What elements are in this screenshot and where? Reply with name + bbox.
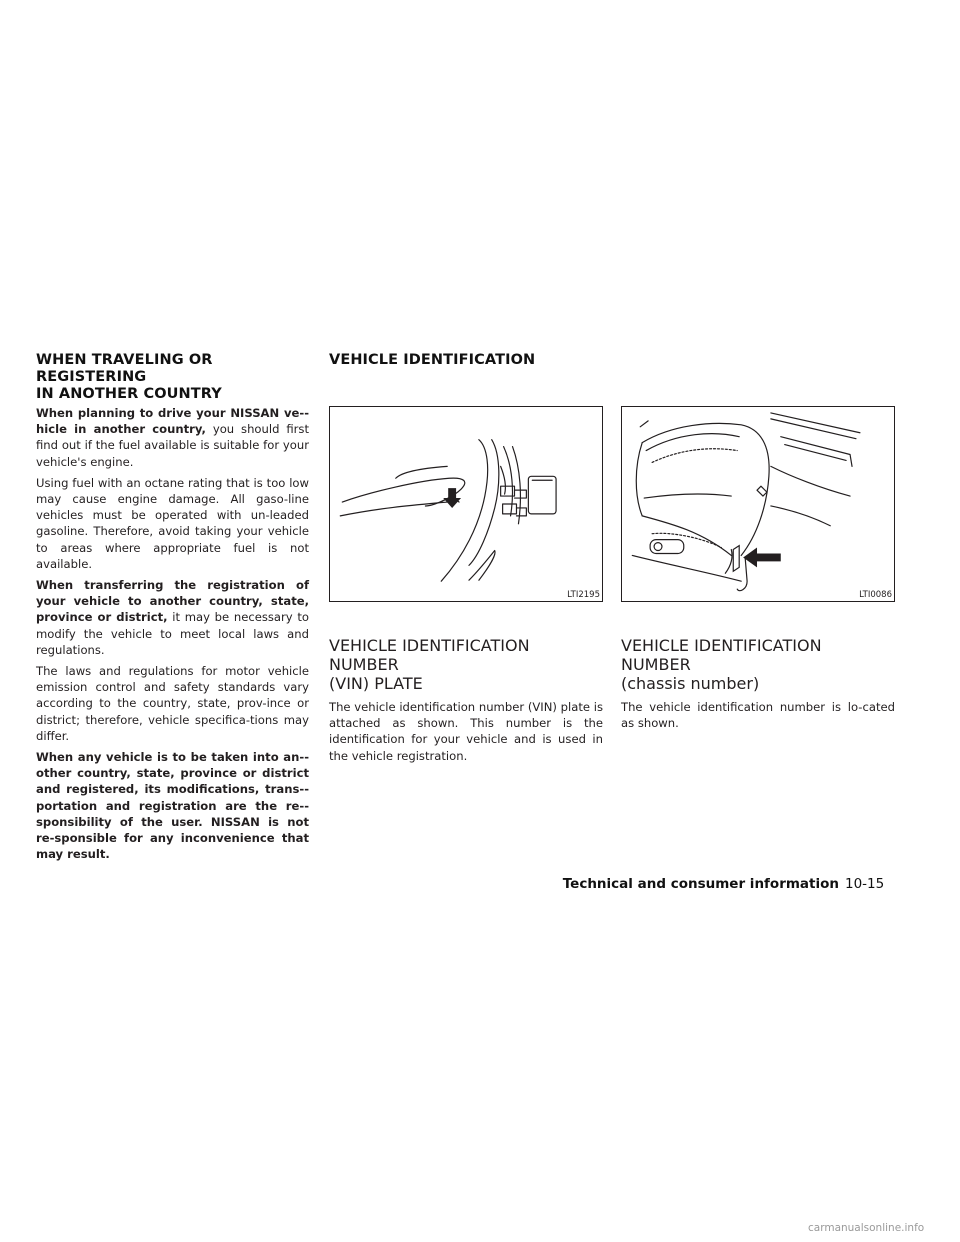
figure-code-chassis-number: LTI0086 [859,590,892,600]
paragraph-4 [36,663,309,744]
vin-plate-body: The vehicle identification number (VIN) plate is attached as shown. This number is the identification for your vehicle and is used in the vehicle registration. [329,700,603,763]
arrow-left-icon [622,407,894,601]
chassis-body: The vehicle identification number is lo-cated as shown. [621,700,895,731]
paragraph-3-bold: When transferring the registration of your vehicle to another country, state, province or district, [36,578,309,625]
figure-code-vin-plate: LTI2195 [567,590,600,600]
paragraph-1-text: you should first find out if the fuel available is suitable for your vehicle's engine. [36,422,309,469]
section-heading-line-1: WHEN TRAVELING OR REGISTERING [36,352,213,385]
paragraph-2 [36,475,309,572]
page-number: 10-15 [845,876,885,892]
paragraph-1 [36,405,309,470]
chassis-title [621,636,895,693]
footer-section-title: Technical and consumer information [562,876,839,892]
watermark: carmanualsonline.info [808,1222,925,1234]
section-heading-traveling [36,352,326,403]
paragraph-5-bold: When any vehicle is to be taken into an-other country, state, province or district and registered, its modifications, trans-portation and registration are the re-sponsibility of the user. NISSAN is not re-sponsible for any inconvenience that may result. [36,750,309,862]
vin-plate-title [329,636,603,693]
subsection-chassis-number [621,636,895,731]
paragraph-1-bold: When planning to drive your NISSAN ve-hicle in another country, [36,406,309,437]
paragraph-3-text: it may be necessary to modify the vehicle to meet local laws and regulations. [36,610,310,657]
paragraph-5 [36,749,309,862]
figure-chassis-number [621,406,895,602]
section-heading-line-2: IN ANOTHER COUNTRY [36,386,222,402]
paragraph-4-text: The laws and regulations for motor vehicle emission control and safety standards vary according to the country, state, prov-ince or district; therefore, vehicle specifica-tions may differ. [36,664,309,743]
section-heading-vehicle-identification: VEHICLE IDENTIFICATION [329,352,536,368]
vin-plate-title-line-1: VEHICLE IDENTIFICATION NUMBER [329,636,530,674]
chassis-title-line-1: VEHICLE IDENTIFICATION NUMBER [621,636,822,674]
chassis-title-line-2: (chassis number) [621,674,760,693]
paragraph-2-text: Using fuel with an octane rating that is too low may cause engine damage. All gaso-line vehicles must be operated with un-leaded gasoline. Therefore, avoid taking your vehicle to areas where appropriate fuel is not available. [36,475,309,571]
paragraph-3 [36,577,309,658]
traveling-body [36,405,309,867]
subsection-vin-plate [329,636,603,764]
vin-plate-title-line-2: (VIN) PLATE [329,674,423,693]
figure-vin-plate [329,406,603,602]
arrow-down-icon [330,407,602,601]
